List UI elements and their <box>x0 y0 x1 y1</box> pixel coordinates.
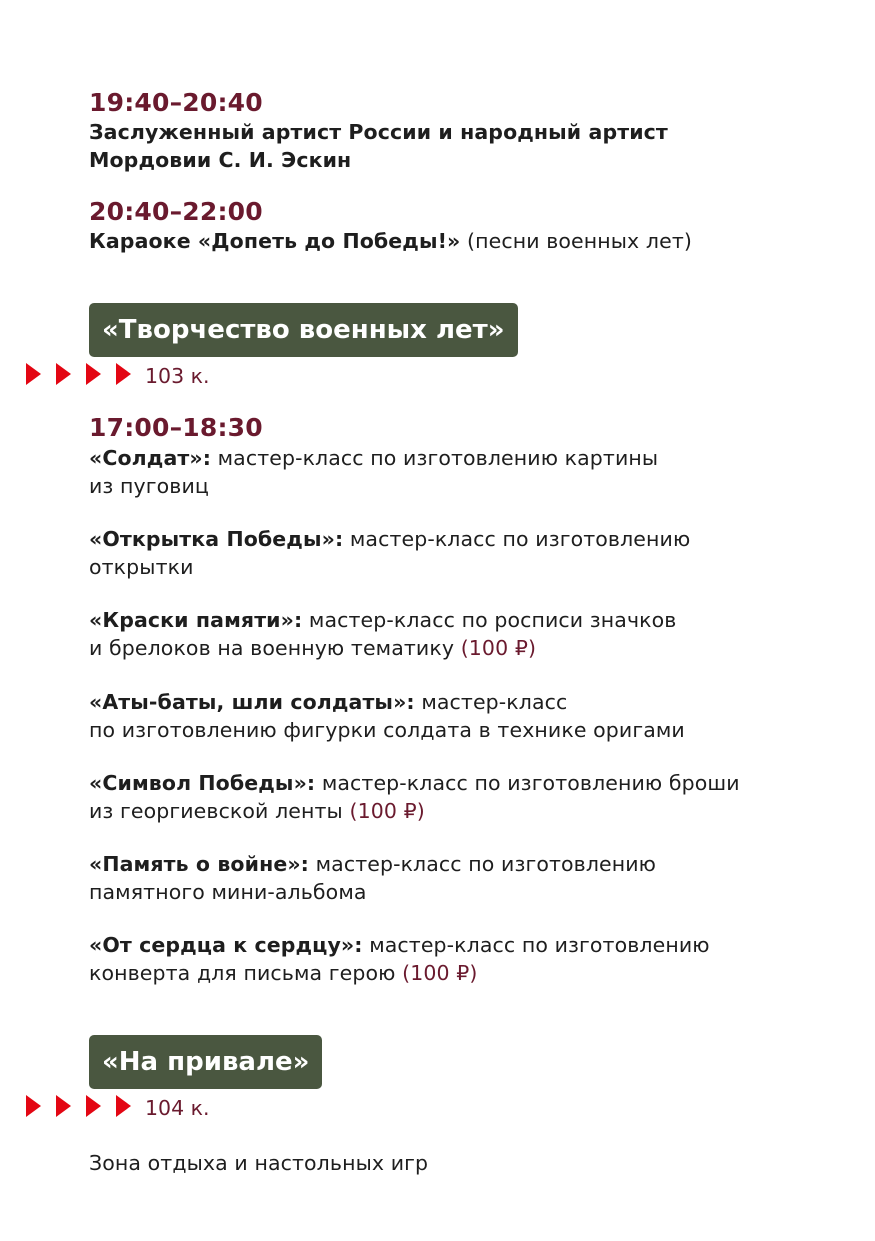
red-triangle-arrow-icon <box>56 363 71 385</box>
section-heading: «На привале» <box>89 1035 322 1089</box>
workshop-text: мастер-класс по изготовлению картины <box>211 446 659 470</box>
event-note: (песни военных лет) <box>460 229 692 253</box>
workshop-text: и брелоков на военную тематику <box>89 636 461 660</box>
room-number: 104 к. <box>145 1096 210 1120</box>
workshop-title: «Солдат»: <box>89 446 211 470</box>
workshop-title: «От сердца к сердцу»: <box>89 933 363 957</box>
workshop-title: «Краски памяти»: <box>89 608 303 632</box>
workshop-item-cont <box>89 959 478 987</box>
room-arrows <box>26 362 146 386</box>
workshop-item <box>89 850 656 878</box>
workshop-item-cont <box>89 634 536 662</box>
workshop-text: мастер-класс по изготовлению броши <box>315 771 740 795</box>
workshop-price: (100 ₽) <box>402 961 478 985</box>
event-time: 20:40–22:00 <box>89 197 263 226</box>
workshop-item <box>89 769 740 797</box>
event-title-line: Заслуженный артист России и народный артист <box>89 120 668 144</box>
workshop-item-cont <box>89 553 194 581</box>
workshop-text: мастер-класс по росписи значков <box>302 608 677 632</box>
workshop-text: из пуговиц <box>89 474 209 498</box>
event-time: 19:40–20:40 <box>89 88 263 117</box>
workshop-text: конверта для письма герою <box>89 961 403 985</box>
section-heading: «Творчество военных лет» <box>89 303 518 357</box>
red-triangle-arrow-icon <box>26 363 41 385</box>
room-number: 103 к. <box>145 364 210 388</box>
room-arrows <box>26 1094 146 1118</box>
workshop-title: «Открытка Победы»: <box>89 527 344 551</box>
workshop-title: «Символ Победы»: <box>89 771 316 795</box>
red-triangle-arrow-icon <box>86 1095 101 1117</box>
red-triangle-arrow-icon <box>116 363 131 385</box>
workshop-item-cont <box>89 797 425 825</box>
workshop-text: из георгиевской ленты <box>89 799 350 823</box>
workshop-item-cont <box>89 878 367 906</box>
red-triangle-arrow-icon <box>26 1095 41 1117</box>
workshop-price: (100 ₽) <box>349 799 425 823</box>
workshop-text: открытки <box>89 555 194 579</box>
section-time: 17:00–18:30 <box>89 413 263 442</box>
red-triangle-arrow-icon <box>56 1095 71 1117</box>
workshop-item <box>89 688 567 716</box>
section-description: Зона отдыха и настольных игр <box>89 1151 429 1175</box>
workshop-text: мастер-класс <box>414 690 568 714</box>
workshop-item-cont <box>89 716 685 744</box>
event-description <box>89 227 692 255</box>
workshop-text: по изготовлению фигурки солдата в технике оригами <box>89 718 685 742</box>
workshop-item <box>89 525 690 553</box>
workshop-price: (100 ₽) <box>460 636 537 660</box>
red-triangle-arrow-icon <box>116 1095 131 1117</box>
workshop-item <box>89 606 676 634</box>
workshop-text: мастер-класс по изготовлению <box>362 933 710 957</box>
workshop-text: мастер-класс по изготовлению <box>343 527 691 551</box>
workshop-item-cont <box>89 472 209 500</box>
workshop-title: «Аты-баты, шли солдаты»: <box>89 690 415 714</box>
workshop-text: мастер-класс по изготовлению <box>308 852 657 876</box>
event-title: Караоке «Допеть до Победы!» <box>89 229 461 253</box>
workshop-item <box>89 931 710 959</box>
red-triangle-arrow-icon <box>86 363 101 385</box>
workshop-item <box>89 444 658 472</box>
event-title-line: Мордовии С. И. Эскин <box>89 148 352 172</box>
workshop-text: памятного мини-альбома <box>89 880 367 904</box>
workshop-title: «Память о войне»: <box>89 852 309 876</box>
